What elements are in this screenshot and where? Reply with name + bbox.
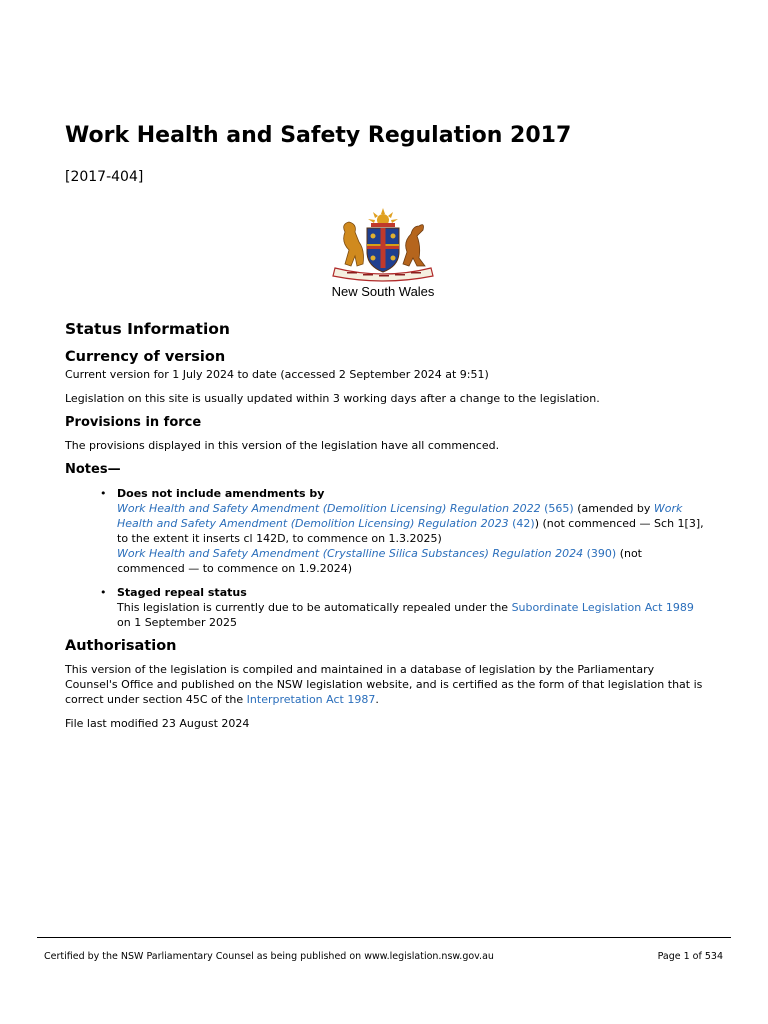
footer-certification: Certified by the NSW Parliamentary Counsel as being published on www.legislation.nsw.gov.au <box>44 951 494 962</box>
document-number: [2017-404] <box>65 169 144 185</box>
nsw-coat-of-arms-icon <box>327 206 439 282</box>
amendment-number-link-565[interactable]: (565) <box>544 502 574 515</box>
interpretation-act-link[interactable]: Interpretation Act 1987 <box>246 693 376 706</box>
list-item <box>100 585 705 630</box>
amended-by-text: (amended by <box>577 502 651 515</box>
provisions-heading: Provisions in force <box>65 415 202 430</box>
repeal-text: This legislation is currently due to be automatically repealed under the <box>117 601 509 614</box>
page-number: Page 1 of 534 <box>657 951 723 962</box>
bullet-icon: • <box>100 586 107 599</box>
authorisation-text <box>65 662 705 707</box>
status-information-heading: Status Information <box>65 320 230 338</box>
crest-block <box>327 206 439 299</box>
subordinate-legislation-act-link[interactable]: Subordinate Legislation Act 1989 <box>511 601 694 614</box>
amendment-link-2023[interactable]: Work Health and Safety Amendment (Demolition Licensing) Regulation 2023 <box>117 502 683 530</box>
note-title: Staged repeal status <box>117 586 247 599</box>
currency-text: Current version for 1 July 2024 to date (accessed 2 September 2024 at 9:51) <box>65 368 489 381</box>
document-title: Work Health and Safety Regulation 2017 <box>65 123 572 148</box>
authorisation-period: . <box>375 693 379 706</box>
notes-list <box>100 486 705 630</box>
commencement-note-2: (not commenced — to commence on 1.9.2024) <box>117 547 642 575</box>
footer-divider <box>37 937 731 938</box>
notes-heading: Notes— <box>65 462 121 477</box>
amendment-link-2022[interactable]: Work Health and Safety Amendment (Demolition Licensing) Regulation 2022 <box>117 502 541 515</box>
provisions-text: The provisions displayed in this version of the legislation have all commenced. <box>65 439 500 452</box>
amendment-link-2024[interactable]: Work Health and Safety Amendment (Crystalline Silica Substances) Regulation 2024 <box>117 547 584 560</box>
repeal-date-text: on 1 September 2025 <box>117 616 237 629</box>
list-item <box>100 486 705 576</box>
update-frequency-text: Legislation on this site is usually updated within 3 working days after a change to the legislation. <box>65 392 600 405</box>
note-body <box>117 600 705 630</box>
note-body <box>117 501 705 576</box>
bullet-icon: • <box>100 487 107 500</box>
file-modified-text: File last modified 23 August 2024 <box>65 717 250 730</box>
authorisation-heading: Authorisation <box>65 638 177 654</box>
currency-heading: Currency of version <box>65 349 226 365</box>
authorisation-body: This version of the legislation is compiled and maintained in a database of legislation by the Parliamentary Counsel's Office and published on the NSW legislation website, and is certified as the form of that legislation that is correct under section 45C of the <box>65 663 703 706</box>
jurisdiction-caption: New South Wales <box>331 284 435 299</box>
note-title: Does not include amendments by <box>117 487 325 500</box>
amendment-number-link-390[interactable]: (390) <box>586 547 617 560</box>
amendment-number-link-42[interactable]: (42) <box>512 517 535 530</box>
commencement-note-1: ) (not commenced — Sch 1[3], to the extent it inserts cl 142D, to commence on 1.3.2025) <box>117 517 704 545</box>
